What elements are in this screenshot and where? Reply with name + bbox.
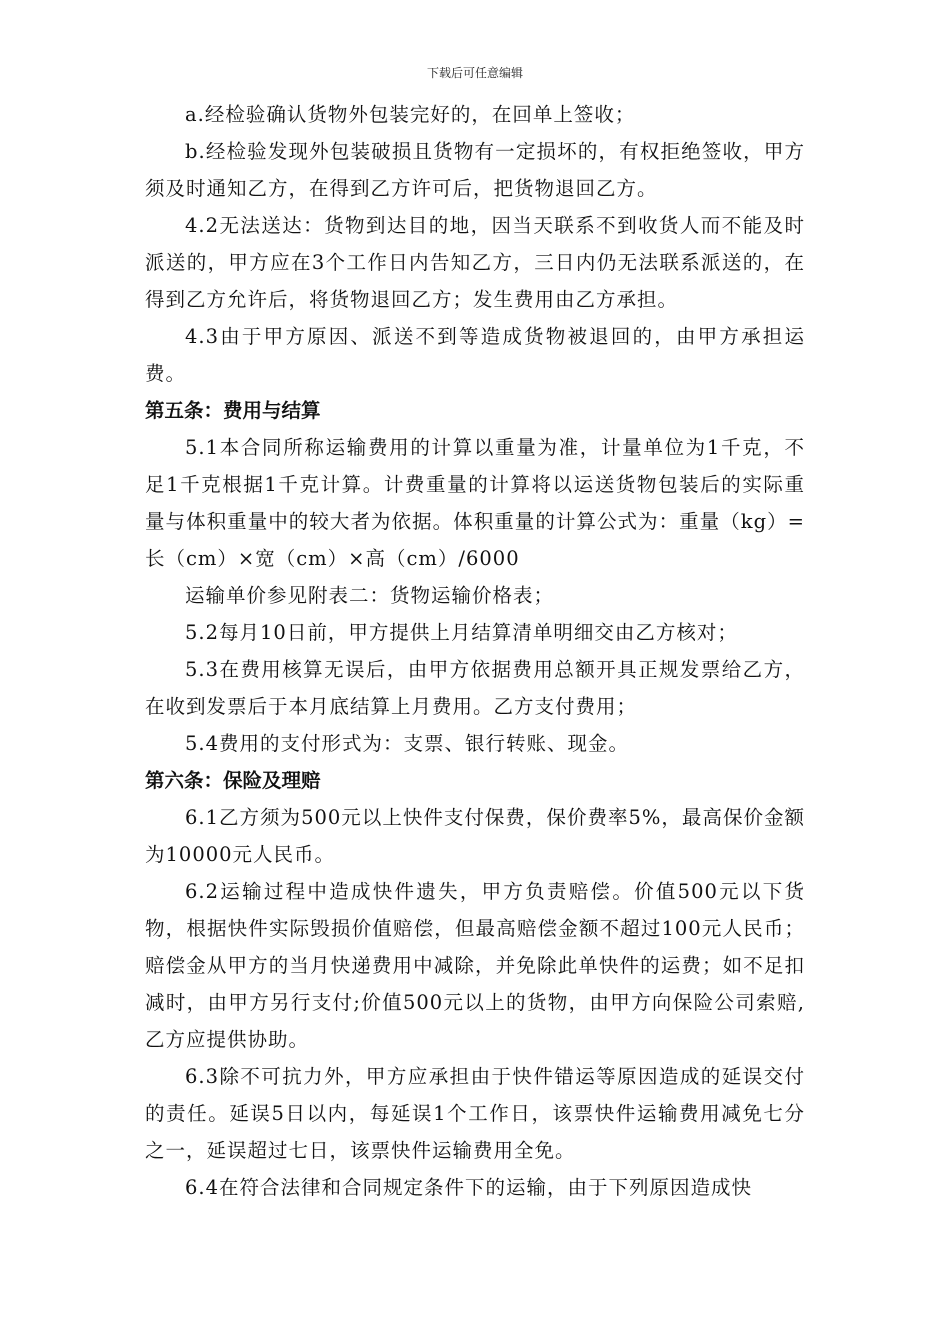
paragraph-6-4: 6.4在符合法律和合同规定条件下的运输，由于下列原因造成快: [185, 1176, 753, 1199]
page-header: 下载后可任意编辑: [426, 66, 523, 80]
paragraph-6-3: 6.3除不可抗力外，甲方应承担由于快件错运等原因造成的延误交付的责任。延误5日以内，每延误1个工作日，该票快件运输费用减免七分之一，延误超过七日，该票快件运输费用全免。: [145, 1065, 805, 1162]
paragraph-5-2: 5.2每月10日前，甲方提供上月结算清单明细交由乙方核对；: [185, 621, 738, 644]
paragraph-6-2: 6.2运输过程中造成快件遗失，甲方负责赔偿。价值500元以下货物，根据快件实际毁损价值赔偿，但最高赔偿金额不超过100元人民币；赔偿金从甲方的当月快递费用中减除，并免除此单快件的运费；如不足扣减时，由甲方另行支付;价值500元以上的货物，由甲方向保险公司索赔,乙方应提供协助。: [145, 880, 805, 1051]
paragraph-6-1: 6.1乙方须为500元以上快件支付保费，保价费率5%，最高保价金额为10000元人民币。: [145, 806, 805, 866]
paragraph-5-4: 5.4费用的支付形式为：支票、银行转账、现金。: [185, 732, 630, 755]
paragraph-5-1: 5.1本合同所称运输费用的计算以重量为准，计量单位为1千克，不足1千克根据1千克计算。计费重量的计算将以运送货物包装后的实际重量与体积重量中的较大者为依据。体积重量的计算公式为：重量（kg）=长（cm）×宽（cm）×高（cm）/6000: [145, 436, 805, 570]
paragraph-unit-price: 运输单价参见附表二：货物运输价格表；: [185, 584, 555, 607]
paragraph-b: b.经检验发现外包装破损且货物有一定损坏的，有权拒绝签收，甲方须及时通知乙方，在得到乙方许可后，把货物退回乙方。: [145, 140, 805, 200]
paragraph-a: a.经检验确认货物外包装完好的，在回单上签收；: [185, 103, 636, 126]
document-body: [145, 96, 805, 1206]
paragraph-4-2: 4.2无法送达：货物到达目的地，因当天联系不到收货人而不能及时派送的，甲方应在3个工作日内告知乙方，三日内仍无法联系派送的，在得到乙方允许后，将货物退回乙方；发生费用由乙方承担。: [145, 214, 805, 311]
paragraph-4-3: 4.3由于甲方原因、派送不到等造成货物被退回的，由甲方承担运费。: [145, 325, 805, 385]
section-heading-6: 第六条：保险及理赔: [145, 769, 321, 792]
section-heading-5: 第五条：费用与结算: [145, 399, 321, 422]
paragraph-5-3: 5.3在费用核算无误后，由甲方依据费用总额开具正规发票给乙方，在收到发票后于本月底结算上月费用。乙方支付费用；: [145, 658, 805, 718]
